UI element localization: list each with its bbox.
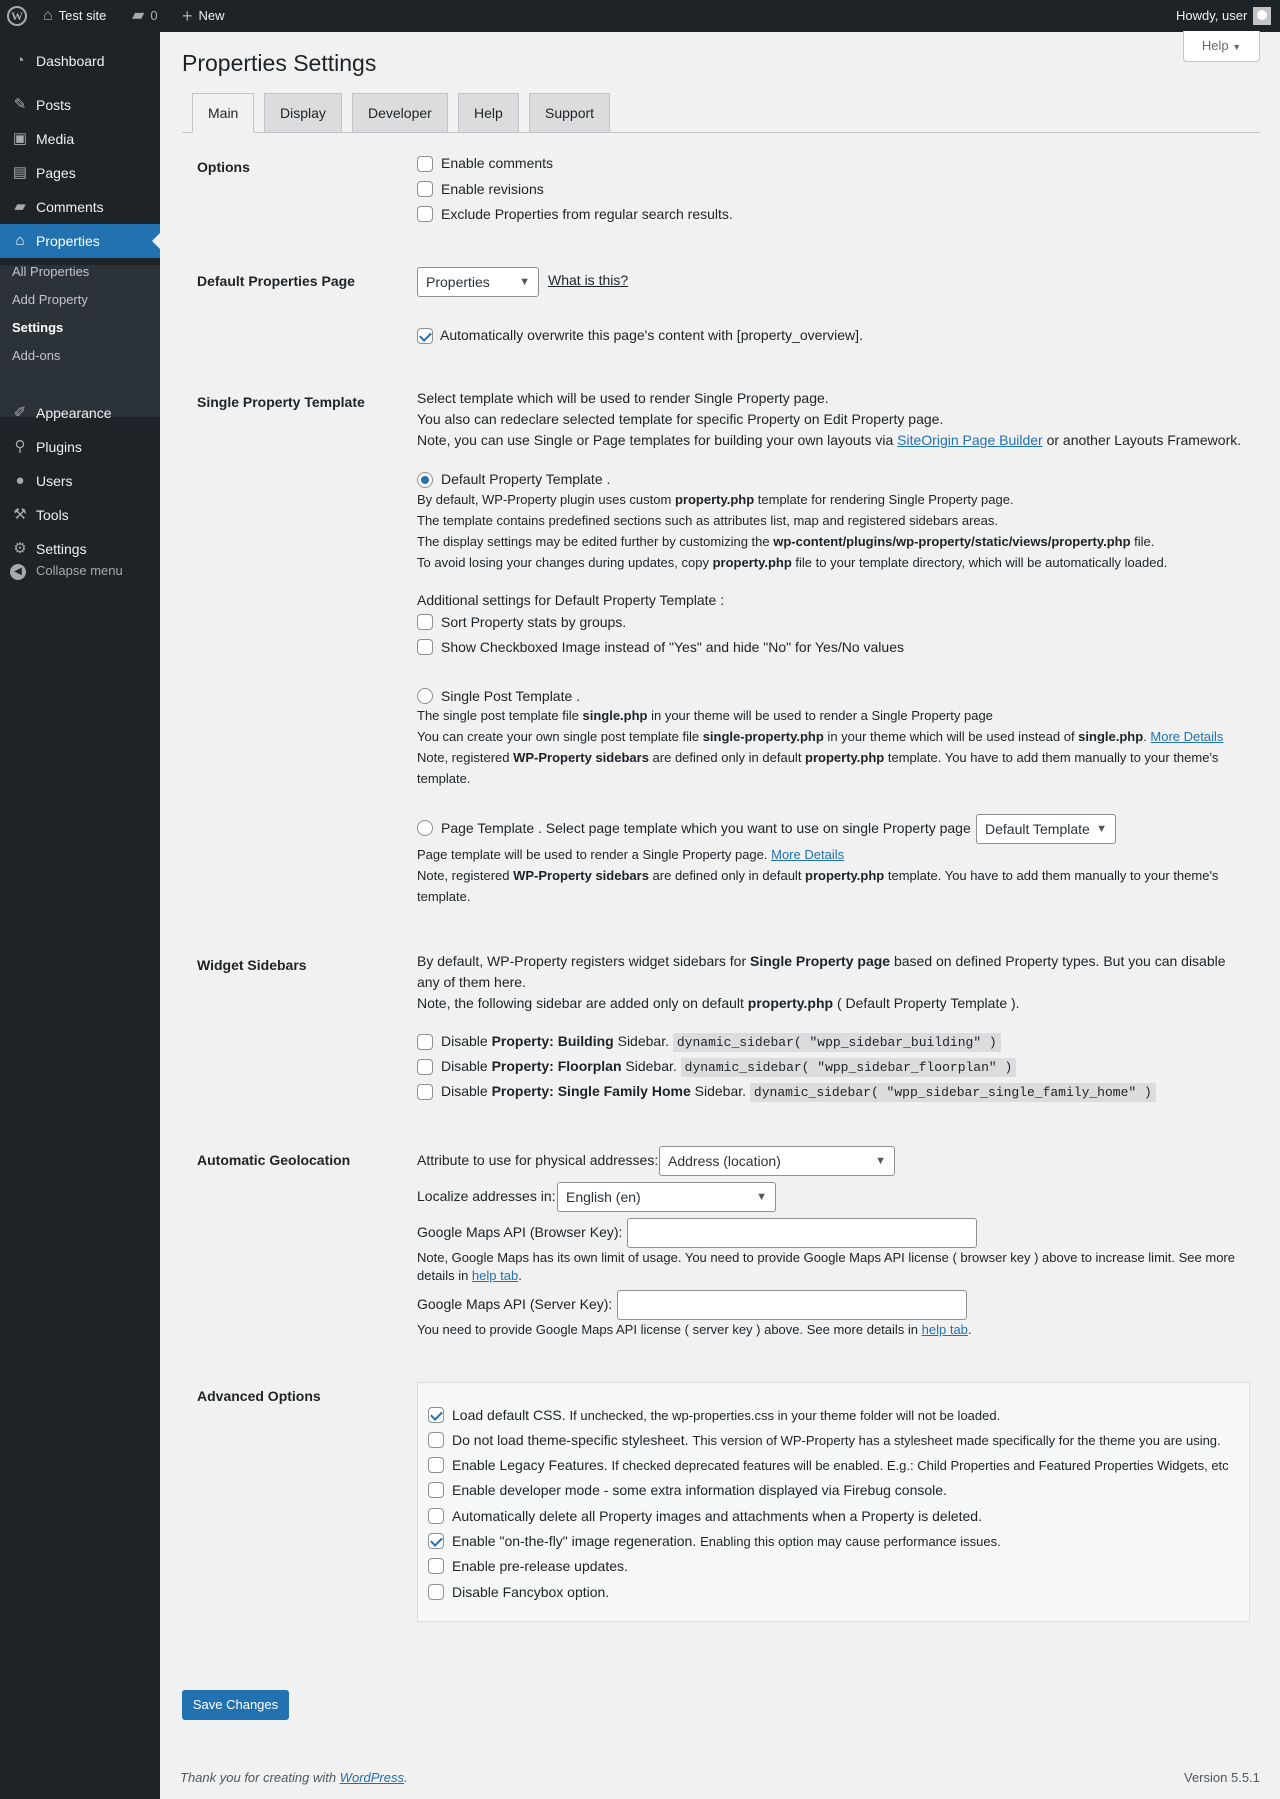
footer-thanks [180, 1770, 408, 1785]
post-template-desc-2 [417, 729, 1223, 744]
desc-text: are defined only in default [648, 868, 806, 883]
comment-icon: ▰ [14, 198, 26, 215]
image-regeneration-checkbox[interactable] [428, 1533, 444, 1549]
desc-text: are defined only in default [648, 750, 806, 765]
desc-text: Disable [441, 1033, 492, 1049]
desc-text: Sidebar. [613, 1033, 669, 1049]
sidebar-item-label: Posts [36, 97, 72, 113]
users-icon: ● [15, 472, 25, 489]
submenu-settings[interactable]: Settings [12, 320, 64, 335]
sidebar-item-label: Dashboard [36, 53, 105, 69]
sidebar-item-label: Comments [36, 199, 104, 215]
sidebar-name: Property: Single Family Home [491, 1083, 691, 1099]
account-menu[interactable] [1176, 0, 1271, 32]
disable-floorplan-sidebar-label [441, 1058, 1016, 1075]
page-template-desc-1 [417, 847, 844, 862]
desc-bold: property.php [747, 995, 834, 1011]
sidebar-code: dynamic_sidebar( "wpp_sidebar_single_family_home" ) [750, 1083, 1156, 1102]
plugin-icon: ⚲ [14, 438, 26, 455]
tab-help[interactable]: Help [458, 93, 519, 133]
site-name-link[interactable] [43, 0, 106, 32]
desc-text: . [1143, 729, 1147, 744]
advanced-heading: Advanced Options [197, 1388, 321, 1404]
settings-tabs [182, 93, 1260, 133]
default-template-desc-1 [417, 492, 1014, 507]
desc-text: Note, the following sidebar are added only on default [417, 995, 748, 1011]
wrench-icon: ⚒ [13, 506, 27, 523]
single-template-heading: Single Property Template [197, 394, 365, 410]
option-label: Enable "on-the-fly" image regeneration. [452, 1533, 697, 1549]
desc-bold: single-property.php [702, 729, 824, 744]
desc-text: You need to provide Google Maps API license ( server key ) above. See more details in [417, 1322, 922, 1337]
browser-key-note-2 [417, 1268, 522, 1283]
submenu-add-property[interactable]: Add Property [12, 292, 88, 307]
sidebar-item-plugins[interactable] [0, 430, 160, 464]
sidebar-name: Property: Building [491, 1033, 614, 1049]
disable-floorplan-sidebar-checkbox[interactable] [417, 1059, 433, 1075]
desc-text: By default, WP-Property plugin uses custom [417, 492, 675, 507]
desc-text: Sidebar. [690, 1083, 747, 1099]
collapse-label: Collapse menu [36, 563, 123, 578]
address-attribute-select[interactable] [659, 1146, 895, 1176]
sidebar-item-label: Tools [36, 507, 69, 523]
sidebar-item-label: Media [36, 131, 75, 147]
sidebar-item-label: Settings [36, 541, 87, 557]
site-name: Test site [58, 8, 107, 23]
disable-family-home-sidebar-label [441, 1083, 1156, 1100]
additional-settings-label: Additional settings for Default Property Template : [417, 592, 725, 608]
image-regeneration-label [452, 1533, 1001, 1549]
disable-family-home-sidebar-checkbox[interactable] [417, 1084, 433, 1100]
localize-value: English (en) [566, 1189, 641, 1205]
sidebar-item-comments[interactable] [0, 190, 160, 224]
default-template-label: Default Property Template . [441, 471, 611, 487]
load-css-checkbox[interactable] [428, 1407, 444, 1423]
auto-overwrite-checkbox[interactable] [417, 328, 433, 344]
comments-link[interactable] [132, 0, 158, 32]
sidebar-item-label: Appearance [36, 405, 112, 421]
option-label: Load default CSS. [452, 1407, 566, 1423]
desc-text: template. You have to add them manually to your theme's [884, 750, 1219, 765]
save-changes-button[interactable]: Save Changes [182, 1690, 289, 1720]
tab-support[interactable]: Support [529, 93, 610, 133]
sidebar-code: dynamic_sidebar( "wpp_sidebar_floorplan" ) [681, 1058, 1017, 1077]
wordpress-link[interactable]: WordPress [339, 1770, 404, 1785]
desc-text: Page template will be used to render a Single Property page. [417, 847, 768, 862]
default-template-desc-3 [417, 534, 1154, 549]
page-template-note-1 [417, 868, 1218, 883]
desc-bold: property.php [712, 555, 792, 570]
tab-main[interactable]: Main [192, 93, 254, 133]
sidebar-item-dashboard[interactable] [0, 44, 160, 78]
widget-sidebars-heading: Widget Sidebars [197, 957, 307, 973]
option-label: Do not load theme-specific stylesheet. [452, 1432, 689, 1448]
single-post-template-label: Single Post Template . [441, 688, 581, 704]
desc-text: based on defined Property types. But you can disable [890, 953, 1226, 969]
option-note: If unchecked, the wp-properties.css in your theme folder will not be loaded. [569, 1408, 1001, 1423]
wordpress-logo-icon[interactable]: W [7, 0, 27, 32]
address-attribute-label: Attribute to use for physical addresses: [417, 1152, 659, 1168]
new-content-link[interactable] [182, 0, 225, 32]
option-label: Enable Legacy Features. [452, 1457, 608, 1473]
desc-bold: wp-content/plugins/wp-property/static/views/property.php [773, 534, 1131, 549]
desc-text: file to your template directory, which will be automatically loaded. [791, 555, 1168, 570]
localize-select[interactable] [557, 1182, 776, 1212]
sidebar-item-label: Pages [36, 165, 76, 181]
template-intro-1: Select template which will be used to render Single Property page. [417, 390, 829, 406]
sidebar-item-tools[interactable] [0, 498, 160, 532]
desc-text: . [518, 1268, 522, 1283]
desc-text: in your theme will be used to render a Single Property page [647, 708, 993, 723]
page-title: Properties Settings [182, 50, 377, 76]
disable-building-sidebar-checkbox[interactable] [417, 1034, 433, 1050]
default-template-desc-2: The template contains predefined sections such as attributes list, map and registered sidebars areas. [417, 513, 998, 528]
desc-text: template. You have to add them manually to your theme's [884, 868, 1219, 883]
sidebar-item-label: Properties [36, 233, 100, 249]
desc-bold: property.php [805, 750, 885, 765]
desc-bold: property.php [674, 492, 755, 507]
page-template-note-2: template. [417, 889, 471, 904]
help-label: Help [1201, 38, 1229, 53]
page-template-label: Page Template . Select page template which you want to use on single Property page [441, 820, 971, 836]
home-icon: ⌂ [15, 232, 25, 249]
comments-count: 0 [150, 8, 158, 23]
legacy-features-checkbox[interactable] [428, 1457, 444, 1473]
auto-overwrite-label: Automatically overwrite this page's content with [property_overview]. [440, 327, 863, 343]
browser-key-label: Google Maps API (Browser Key): [417, 1224, 623, 1240]
chevron-down-icon: ▼ [1096, 823, 1107, 835]
load-css-label [452, 1407, 1000, 1423]
help-button[interactable] [1183, 31, 1260, 62]
new-label: New [198, 8, 225, 23]
options-heading: Options [197, 159, 250, 175]
desc-bold: property.php [805, 868, 885, 883]
theme-stylesheet-label [452, 1432, 1221, 1448]
avatar [1253, 7, 1271, 25]
siteorigin-link[interactable]: SiteOrigin Page Builder [897, 432, 1043, 448]
sort-stats-label: Sort Property stats by groups. [441, 614, 627, 630]
desc-text: template for rendering Single Property page. [754, 492, 1014, 507]
default-template-desc-4 [417, 555, 1167, 570]
desc-text: file. [1130, 534, 1155, 549]
single-post-template-radio[interactable] [417, 688, 433, 704]
default-template-radio[interactable] [417, 472, 433, 488]
disable-building-sidebar-label [441, 1033, 1001, 1050]
desc-text: Disable [441, 1058, 492, 1074]
sidebar-item-label: Plugins [36, 439, 82, 455]
developer-mode-label: Enable developer mode - some extra information displayed via Firebug console. [452, 1482, 947, 1498]
template-intro-3 [417, 432, 1241, 448]
footer-version: Version 5.5.1 [1184, 1770, 1260, 1785]
page-template-select[interactable] [976, 814, 1116, 844]
settings-icon: ⚙ [13, 540, 27, 557]
post-template-note-2: template. [417, 771, 471, 786]
sidebar-item-posts[interactable] [0, 88, 160, 122]
template-intro-2: You also can redeclare selected template for specific Property on Edit Property page. [417, 411, 944, 427]
desc-bold: single.php [1078, 729, 1144, 744]
admin-bar [0, 0, 1280, 32]
developer-mode-checkbox[interactable] [428, 1482, 444, 1498]
chevron-down-icon: ▼ [756, 1191, 767, 1203]
desc-text: By default, WP-Property registers widget sidebars for [417, 953, 751, 969]
footer-text: . [404, 1770, 408, 1785]
legacy-features-label [452, 1457, 1229, 1473]
sidebar-code: dynamic_sidebar( "wpp_sidebar_building" ) [673, 1033, 1001, 1052]
intro-text: Note, you can use Single or Page templates for building your own layouts via [417, 432, 898, 448]
exclude-search-label: Exclude Properties from regular search results. [441, 206, 733, 222]
collapse-arrow-icon: ◀ [10, 564, 26, 580]
option-note: If checked deprecated features will be enabled. E.g.: Child Properties and Featured Properties Widgets, etc [611, 1458, 1229, 1473]
desc-text: Note, registered [417, 750, 514, 765]
option-note: Enabling this option may cause performance issues. [700, 1534, 1001, 1549]
exclude-search-checkbox[interactable] [417, 206, 433, 222]
help-tab-link[interactable]: help tab [921, 1322, 968, 1337]
desc-text: Sidebar. [621, 1058, 677, 1074]
server-key-input[interactable] [617, 1290, 967, 1320]
server-key-note [417, 1322, 972, 1337]
sidebar-item-users[interactable] [0, 464, 160, 498]
enable-revisions-checkbox[interactable] [417, 181, 433, 197]
sidebar-item-label: Users [36, 473, 73, 489]
media-icon: ▣ [12, 130, 28, 147]
desc-text: in your theme which will be used instead of [823, 729, 1079, 744]
admin-sidebar [0, 32, 160, 1799]
caret-down-icon: ▼ [1232, 42, 1242, 52]
auto-delete-images-label: Automatically delete all Property images and attachments when a Property is deleted. [452, 1508, 982, 1524]
footer-text: Thank you for creating with [180, 1770, 340, 1785]
brush-icon: ✐ [13, 404, 27, 421]
sort-stats-checkbox[interactable] [417, 614, 433, 630]
page-template-radio[interactable] [417, 820, 433, 836]
widget-intro-1 [417, 953, 1226, 969]
home-icon: ⌂ [43, 7, 53, 24]
submenu-add-ons[interactable]: Add-ons [12, 348, 61, 363]
desc-text: . [967, 1322, 972, 1337]
pre-release-label: Enable pre-release updates. [452, 1558, 628, 1574]
enable-revisions-label: Enable revisions [441, 181, 544, 197]
browser-key-note-1: Note, Google Maps has its own limit of usage. You need to provide Google Maps API license ( browser key ) above to increase limit. See more [417, 1250, 1235, 1265]
desc-text: The display settings may be edited further by customizing the [417, 534, 774, 549]
comment-icon: ▰ [132, 7, 145, 24]
disable-fancybox-label: Disable Fancybox option. [452, 1584, 610, 1600]
desc-text: To avoid losing your changes during updates, copy [417, 555, 713, 570]
page-template-value: Default Template [985, 821, 1090, 837]
pages-icon: ▤ [12, 164, 28, 181]
chevron-down-icon: ▼ [519, 276, 530, 288]
desc-bold: WP-Property sidebars [513, 750, 649, 765]
post-template-note-1 [417, 750, 1218, 765]
sidebar-item-media[interactable] [0, 122, 160, 156]
geolocation-heading: Automatic Geolocation [197, 1152, 351, 1168]
widget-intro-2: any of them here. [417, 974, 526, 990]
theme-stylesheet-checkbox[interactable] [428, 1432, 444, 1448]
desc-text: The single post template file [417, 708, 583, 723]
plus-icon: + [182, 6, 193, 26]
post-template-desc-1 [417, 708, 993, 723]
desc-bold: Single Property page [750, 953, 891, 969]
tab-developer[interactable]: Developer [352, 93, 448, 133]
address-attribute-value: Address (location) [668, 1153, 781, 1169]
sidebar-name: Property: Floorplan [491, 1058, 622, 1074]
submenu-all-properties[interactable]: All Properties [12, 264, 90, 279]
what-is-this-link[interactable]: What is this? [548, 272, 629, 288]
tab-display[interactable]: Display [264, 93, 342, 133]
enable-comments-checkbox[interactable] [417, 156, 433, 172]
desc-text: ( Default Property Template ). [833, 995, 1020, 1011]
sidebar-item-properties[interactable] [0, 224, 160, 258]
collapse-menu-button[interactable] [0, 556, 160, 586]
dashboard-icon: ◔ [15, 52, 25, 69]
desc-bold: single.php [582, 708, 648, 723]
more-details-link[interactable]: More Details [771, 847, 845, 862]
option-note: This version of WP-Property has a stylesheet made specifically for the theme you are using. [692, 1433, 1221, 1448]
desc-text: Disable [441, 1083, 492, 1099]
widget-intro-3 [417, 995, 1020, 1011]
default-page-select[interactable] [417, 267, 539, 297]
auto-delete-images-checkbox[interactable] [428, 1508, 444, 1524]
properties-submenu [0, 265, 160, 417]
chevron-down-icon: ▼ [875, 1155, 886, 1167]
browser-key-input[interactable] [627, 1218, 977, 1248]
default-page-heading: Default Properties Page [197, 273, 355, 289]
localize-label: Localize addresses in: [417, 1188, 556, 1204]
show-image-label: Show Checkboxed Image instead of "Yes" and hide "No" for Yes/No values [441, 639, 904, 655]
help-tab-link[interactable]: help tab [471, 1268, 519, 1283]
enable-comments-label: Enable comments [441, 155, 554, 171]
default-page-value: Properties [426, 274, 490, 290]
desc-bold: WP-Property sidebars [513, 868, 649, 883]
more-details-link[interactable]: More Details [1150, 729, 1224, 744]
howdy-text: Howdy, user [1176, 8, 1248, 23]
intro-text: or another Layouts Framework. [1042, 432, 1242, 448]
desc-text: You can create your own single post template file [417, 729, 703, 744]
desc-text: details in [417, 1268, 472, 1283]
desc-text: Note, registered [417, 868, 514, 883]
show-image-checkbox[interactable] [417, 639, 433, 655]
server-key-label: Google Maps API (Server Key): [417, 1296, 613, 1312]
sidebar-item-appearance[interactable] [0, 396, 160, 430]
sidebar-item-pages[interactable] [0, 156, 160, 190]
disable-fancybox-checkbox[interactable] [428, 1584, 444, 1600]
pin-icon: ✎ [13, 96, 27, 113]
pre-release-checkbox[interactable] [428, 1558, 444, 1574]
